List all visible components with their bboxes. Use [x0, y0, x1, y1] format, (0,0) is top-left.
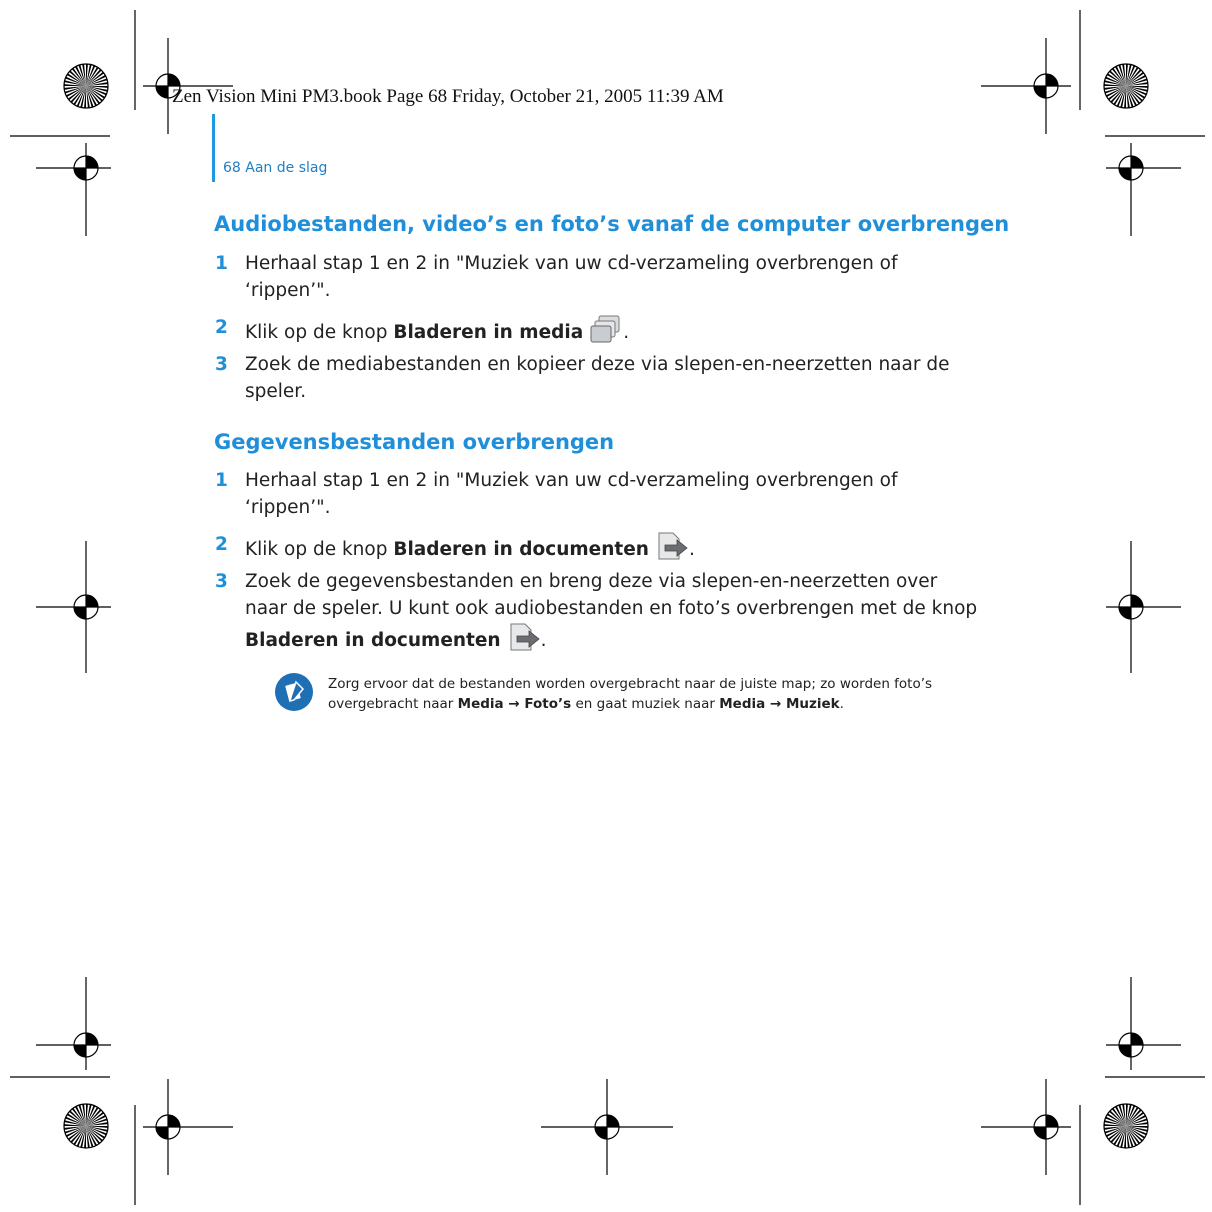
step-text: Klik op de knop: [245, 539, 394, 560]
running-head: 68 Aan de slag: [223, 160, 328, 176]
print-header: Zen Vision Mini PM3.book Page 68 Friday, October 21, 2005 11:39 AM: [172, 86, 724, 107]
step-number: 3: [215, 354, 228, 375]
document-browse-icon: [507, 622, 541, 660]
section-heading-audio: Audiobestanden, video’s en foto’s vanaf de computer overbrengen: [214, 212, 1010, 236]
step-bold-text: Bladeren in media: [393, 322, 584, 343]
list-item: 2 Klik op de knop Bladeren in media .: [245, 314, 985, 352]
step-text: Herhaal stap 1 en 2 in "Muziek van uw cd-verzameling overbrengen of ‘rippen’".: [245, 470, 898, 518]
document-browse-icon: [655, 531, 689, 569]
step-bold-text: Bladeren in documenten: [245, 630, 501, 651]
list-item: 3 Zoek de gegevensbestanden en breng deze via slepen-en-neerzetten over naar de speler. U kunt ook audiobestanden en foto’s overbrengen met de knop Bladeren in documenten .: [245, 568, 985, 660]
media-browse-icon: [589, 314, 623, 352]
note-pencil-icon: [274, 672, 314, 716]
step-text: Zoek de gegevensbestanden en breng deze via slepen-en-neerzetten over naar de speler. U kunt ook audiobestanden en foto’s overbrengen met de knop: [245, 571, 978, 619]
step-number: 2: [215, 317, 228, 338]
section-heading-data: Gegevensbestanden overbrengen: [214, 430, 615, 454]
header-rule: [212, 114, 215, 182]
step-number: 3: [215, 571, 228, 592]
step-number: 2: [215, 534, 228, 555]
step-number: 1: [215, 253, 228, 274]
list-item: [215, 250, 985, 304]
step-text: Herhaal stap 1 en 2 in "Muziek van uw cd-verzameling overbrengen of ‘rippen’".: [245, 253, 898, 301]
step-bold-text: Bladeren in documenten: [393, 539, 649, 560]
list-item: 2 Klik op de knop Bladeren in documenten .: [245, 531, 985, 569]
step-text: Klik op de knop: [245, 322, 394, 343]
step-number: 1: [215, 470, 228, 491]
list-item: [215, 351, 985, 405]
step-text: Zoek de mediabestanden en kopieer deze via slepen-en-neerzetten naar de speler.: [245, 354, 950, 402]
list-item: [215, 467, 985, 521]
note-text: Zorg ervoor dat de bestanden worden overgebracht naar de juiste map; zo worden foto’s overgebracht naar Media → Foto’s en gaat muziek naar Media → Muziek.: [328, 676, 933, 712]
